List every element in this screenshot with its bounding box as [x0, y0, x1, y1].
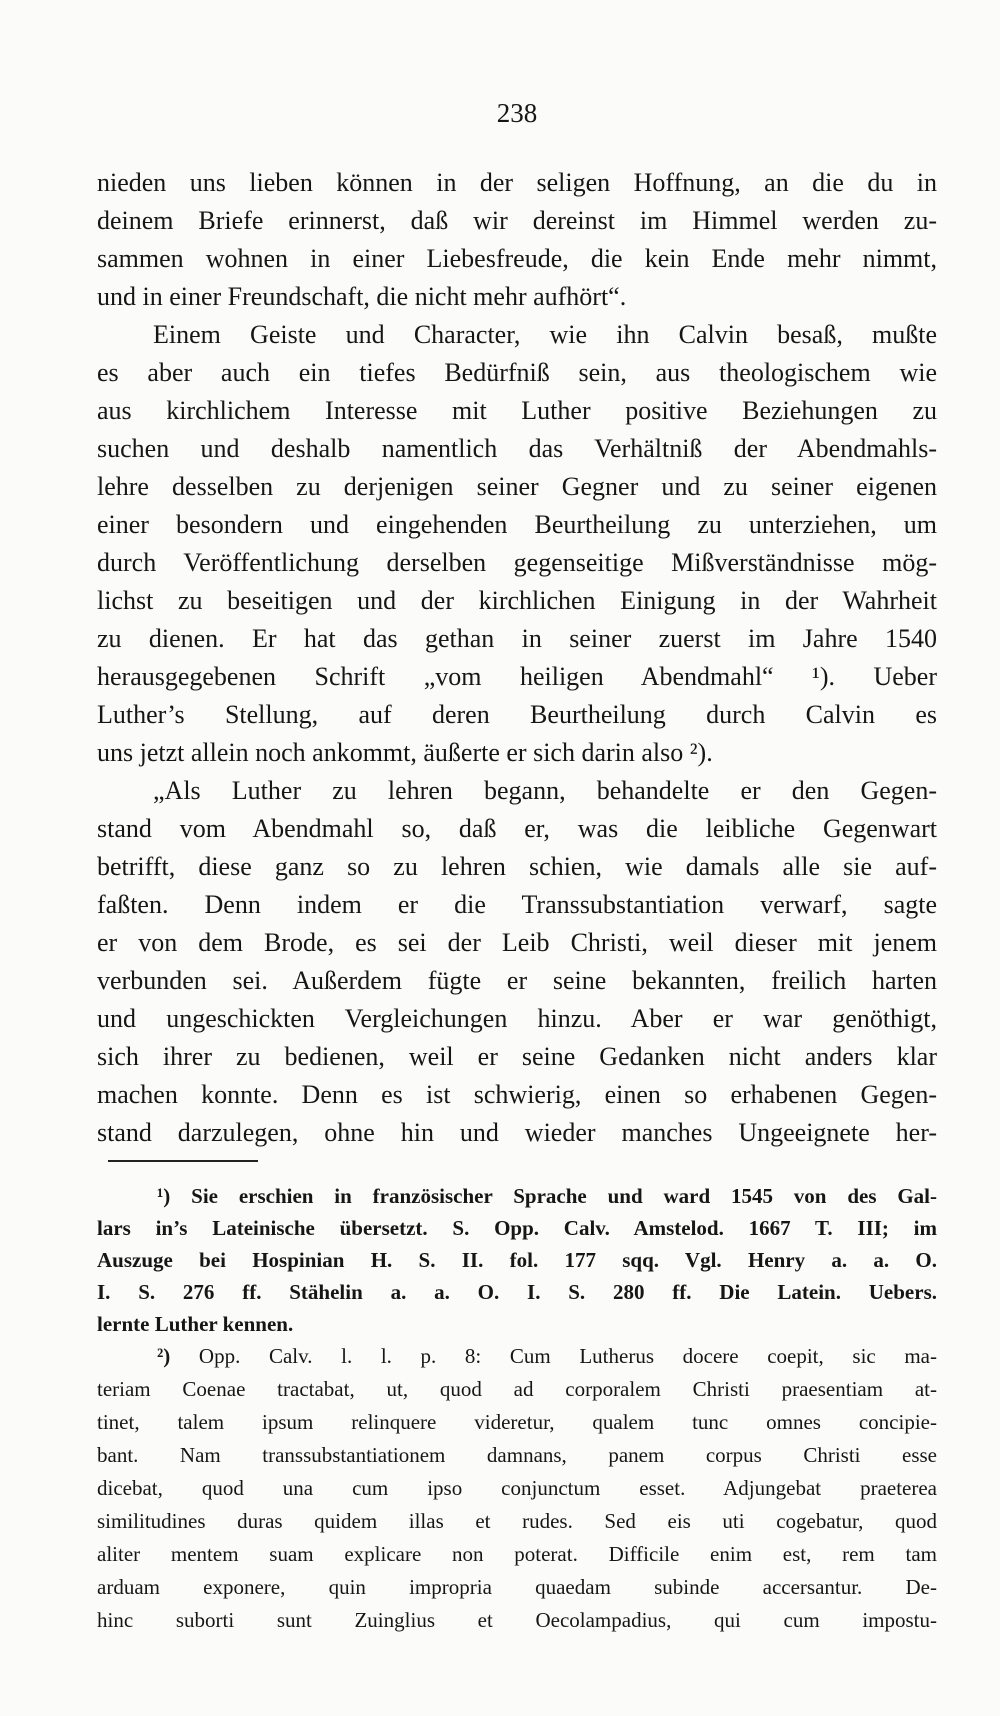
paragraph: [97, 316, 937, 772]
body-line: verbunden sei. Außerdem fügte er seine bekannten, freilich harten: [97, 966, 937, 995]
footnote-line: [97, 1340, 937, 1373]
page-number: 238: [496, 98, 538, 128]
footnote-rule: [108, 1160, 258, 1162]
footnote-text: tinet, talem ipsum relinquere videretur, qualem tunc omnes concipie-: [97, 1410, 937, 1434]
body-line: es aber auch ein tiefes Bedürfniß sein, aus theologischem wie: [97, 358, 937, 387]
paragraph: [97, 772, 937, 1152]
body-line: betrifft, diese ganz so zu lehren schien, wie damals alle sie auf-: [97, 852, 937, 881]
body-line: stand darzulegen, ohne hin und wieder manches Ungeeignete her-: [97, 1118, 937, 1147]
body-line: zu dienen. Er hat das gethan in seiner zuerst im Jahre 1540: [97, 624, 937, 653]
footnote-line: [97, 1472, 937, 1505]
footnote-line: [97, 1439, 937, 1472]
footnote-text: similitudines duras quidem illas et rudes. Sed eis uti cogebatur, quod: [97, 1509, 937, 1533]
body-line: „Als Luther zu lehren begann, behandelte er den Gegen-: [153, 776, 937, 805]
body-line: Luther’s Stellung, auf deren Beurtheilung durch Calvin es: [97, 700, 937, 729]
footnote-text: teriam Coenae tractabat, ut, quod ad corporalem Christi praesentiam at-: [97, 1377, 937, 1401]
body-line: herausgegebenen Schrift „vom heiligen Abendmahl“ ¹). Ueber: [97, 662, 937, 691]
body-line: nieden uns lieben können in der seligen Hoffnung, an die du in: [97, 168, 937, 197]
footnote-text: aliter mentem suam explicare non poterat. Difficile enim est, rem tam: [97, 1542, 937, 1566]
footnote-text: lernte Luther kennen.: [97, 1312, 294, 1336]
footnote-text: Opp. Calv. l. l. p. 8: Cum Lutherus docere coepit, sic ma-: [198, 1344, 937, 1368]
body-line: und ungeschickten Vergleichungen hinzu. Aber er war genöthigt,: [97, 1004, 937, 1033]
body-line: sich ihrer zu bedienen, weil er seine Gedanken nicht anders klar: [97, 1042, 937, 1071]
body-line: Einem Geiste und Character, wie ihn Calvin besaß, mußte: [153, 320, 937, 349]
footnote-line: [97, 1244, 937, 1276]
footnote-text: I. S. 276 ff. Stähelin a. a. O. I. S. 280 ff. Die Latein. Uebers.: [97, 1280, 937, 1304]
footnote-text: arduam exponere, quin impropria quaedam subinde accersantur. De-: [97, 1575, 937, 1599]
paragraph: [97, 164, 937, 316]
body-line: einer besondern und eingehenden Beurtheilung zu unterziehen, um: [97, 510, 937, 539]
body-line: er von dem Brode, es sei der Leib Christi, weil dieser mit jenem: [97, 928, 937, 957]
footnote-text: Sie erschien in französischer Sprache und ward 1545 von des Gal-: [191, 1184, 938, 1208]
body-line: faßten. Denn indem er die Transsubstantiation verwarf, sagte: [97, 890, 937, 919]
footnote-line: [97, 1212, 937, 1244]
footnote-line: [97, 1180, 937, 1212]
body-line: durch Veröffentlichung derselben gegenseitige Mißverständnisse mög-: [97, 548, 937, 577]
body-line: sammen wohnen in einer Liebesfreude, die kein Ende mehr nimmt,: [97, 244, 937, 273]
body-line: lehre desselben zu derjenigen seiner Gegner und zu seiner eigenen: [97, 472, 937, 501]
footnote-line: [97, 1538, 937, 1571]
body-line: und in einer Freundschaft, die nicht mehr aufhört“.: [97, 282, 627, 311]
footnote: [97, 1180, 937, 1340]
footnote-line: [97, 1571, 937, 1604]
main-text: [97, 164, 937, 1152]
footnote-line: [97, 1308, 937, 1340]
body-line: uns jetzt allein noch ankommt, äußerte er sich darin also ²).: [97, 738, 713, 767]
body-line: aus kirchlichem Interesse mit Luther positive Beziehungen zu: [97, 396, 937, 425]
footnote-text: hinc suborti sunt Zuinglius et Oecolampadius, qui cum impostu-: [97, 1608, 937, 1632]
body-line: stand vom Abendmahl so, daß er, was die leibliche Gegenwart: [97, 814, 937, 843]
footnote: [97, 1340, 937, 1637]
body-line: machen konnte. Denn es ist schwierig, einen so erhabenen Gegen-: [97, 1080, 937, 1109]
footnote-line: [97, 1276, 937, 1308]
footnote-text: Auszuge bei Hospinian H. S. II. fol. 177 sqq. Vgl. Henry a. a. O.: [97, 1248, 937, 1272]
body-line: lichst zu beseitigen und der kirchlichen Einigung in der Wahrheit: [97, 586, 937, 615]
footnotes: [97, 1180, 937, 1637]
footnote-text: bant. Nam transsubstantiationem damnans, panem corpus Christi esse: [97, 1443, 937, 1467]
body-line: deinem Briefe erinnerst, daß wir dereinst im Himmel werden zu-: [97, 206, 937, 235]
footnote-line: [97, 1604, 937, 1637]
footnote-line: [97, 1505, 937, 1538]
footnote-text: dicebat, quod una cum ipso conjunctum esset. Adjungebat praeterea: [97, 1476, 937, 1500]
footnote-line: [97, 1373, 937, 1406]
footnote-text: lars in’s Lateinische übersetzt. S. Opp. Calv. Amstelod. 1667 T. III; im: [97, 1216, 937, 1240]
body-line: suchen und deshalb namentlich das Verhältniß der Abendmahls-: [97, 434, 937, 463]
footnote-marker: ²): [157, 1344, 171, 1368]
footnote-marker: ¹): [157, 1184, 171, 1208]
footnote-line: [97, 1406, 937, 1439]
